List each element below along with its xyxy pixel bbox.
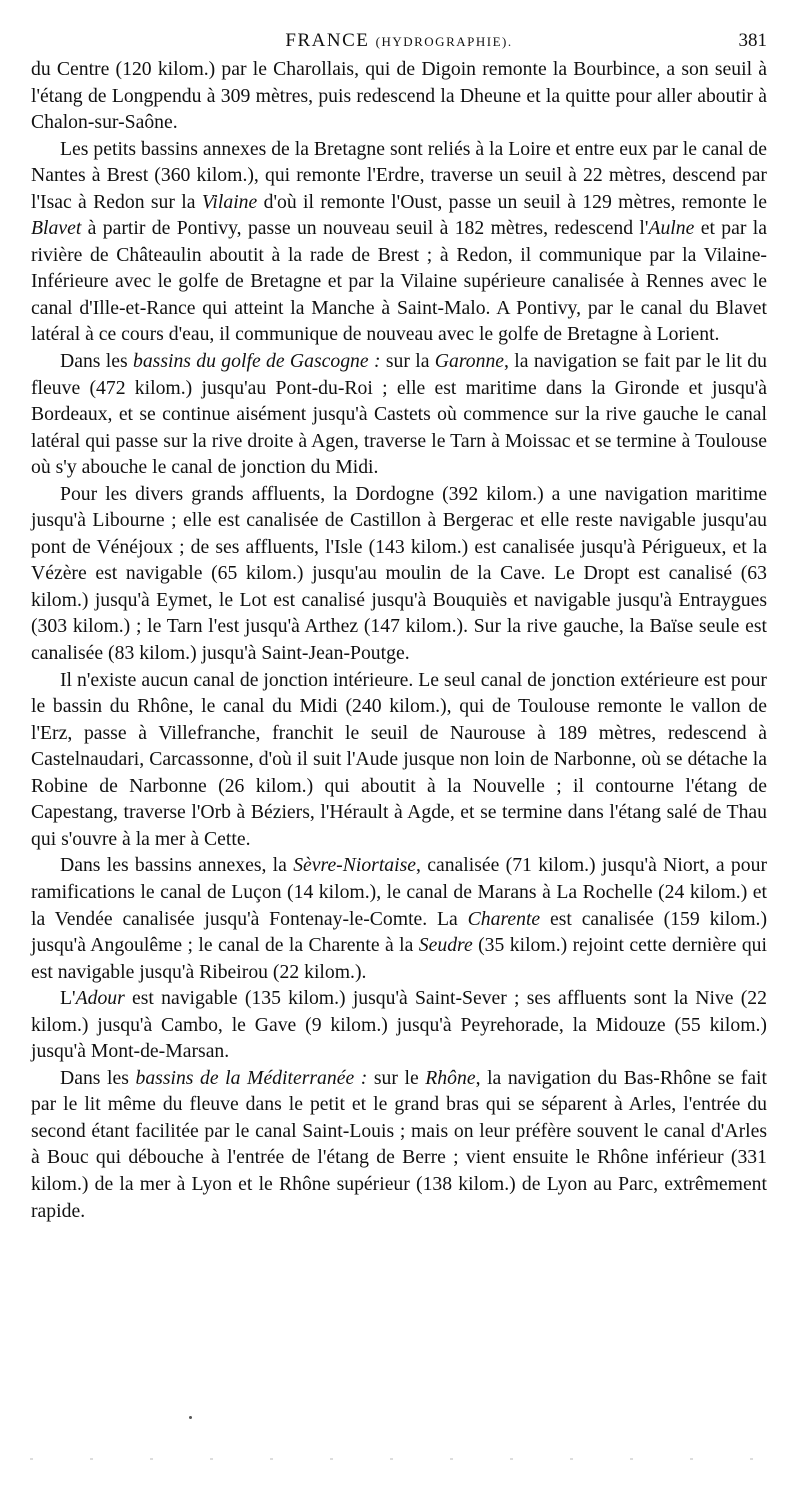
text-run: (35 kilom.) rejoint cette dernière qui est navigable jusqu'à Ribeirou (22 kilom.). — [31, 934, 767, 983]
paragraph — [31, 852, 767, 985]
text-run: à partir de Pontivy, passe un nouveau seuil à 182 mètres, redescend l' — [81, 217, 649, 240]
text-run: du Centre (120 kilom.) par le Charollais, qui de Digoin remonte la Bourbince, a son seuil à l'étang de Longpendu à 309 mètres, puis redescend la Dheune et la quitte pour aller aboutir à Chalon-sur-Saône. — [31, 58, 767, 134]
print-speck — [189, 1416, 192, 1419]
paragraph — [31, 56, 767, 136]
running-head-title: FRANCE — [285, 30, 370, 51]
paragraph — [31, 667, 767, 853]
italic-text: Sèvre-Niortaise — [293, 854, 417, 877]
text-run: Les petits bassins annexes de la Bretagne sont reliés à la Loire et entre eux par le canal de Nantes à Brest (360 kilom.), qui remonte l'Erdre, traverse un seuil à 22 mètres, descend par l'Isac à Redon sur la — [31, 137, 767, 213]
paragraph — [31, 348, 767, 481]
text-run: sur la — [380, 350, 435, 373]
paragraph — [31, 1065, 767, 1224]
paragraph — [31, 481, 767, 667]
italic-text: Garonne — [434, 350, 505, 373]
text-run: est navigable (135 kilom.) jusqu'à Saint-Sever ; ses affluents sont la Nive (22 kilom.) jusqu'à Cambo, le Gave (9 kilom.) jusqu'à Peyrehorade, la Midouze (55 kilom.) jusqu'à Mont-de-Marsan. — [31, 987, 767, 1063]
text-run: d'où il remonte l'Oust, passe un seuil à 129 mètres, remonte le — [257, 190, 767, 213]
text-run: L' — [60, 987, 76, 1010]
italic-text: bassins du golfe de Gascogne : — [132, 350, 381, 373]
italic-text: Vilaine — [201, 190, 258, 213]
text-run: Dans les — [60, 1066, 136, 1089]
text-run: sur le — [367, 1066, 426, 1089]
body-text — [31, 56, 767, 1224]
document-page — [31, 0, 767, 1224]
text-run: , la navigation du Bas-Rhône se fait par le lit même du fleuve dans le petit et le grand bras qui se séparent à Arles, l'entrée du second étant facilitée par le canal Saint-Louis ; mais on leur préfère souvent le canal d'Arles à Bouc qui débouche à l'entrée de l'étang de Berre ; vient ensuite le Rhône inférieur (331 kilom.) de la mer à Lyon et le Rhône supérieur (138 kilom.) de Lyon au Parc, extrêmement rapide. — [31, 1066, 767, 1222]
text-run: Dans les bassins annexes, la — [60, 854, 294, 877]
text-run: , la navigation se fait par le lit du fleuve (472 kilom.) jusqu'au Pont-du-Roi ; elle est maritime dans la Gironde et jusqu'à Bordeaux, et se continue aisément jusqu'à Castets où commence sur la rive gauche le canal latéral qui passe sur la rive droite à Agen, traverse le Tarn à Moissac et se termine à Toulouse où s'y abouche le canal de jonction du Midi. — [31, 350, 767, 479]
paragraph — [31, 985, 767, 1065]
italic-text: bassins de la Méditerranée : — [135, 1066, 368, 1089]
italic-text: Rhône — [425, 1066, 476, 1089]
text-run: Dans les — [60, 350, 133, 373]
running-head — [31, 30, 767, 52]
italic-text: Seudre — [418, 934, 473, 957]
page-number: 381 — [738, 30, 767, 51]
text-run: est canalisée (159 kilom.) jusqu'à Angoulême ; le canal de la Charente à la — [31, 907, 767, 957]
italic-text: Adour — [75, 987, 125, 1010]
italic-text: Blavet — [31, 217, 82, 240]
italic-text: Aulne — [648, 217, 695, 240]
text-run: et par la rivière de Châteaulin aboutit à la rade de Brest ; à Redon, il communique par la Vilaine-Inférieure avec le golfe de Bretagne et par la Vilaine supérieure canalisée à Rennes avec le canal d'Ille-et-Rance qui atteint la Manche à Saint-Malo. A Pontivy, par le canal du Blavet latéral à ce cours d'eau, il communique de nouveau avec le golfe de Bretagne à Lorient. — [31, 217, 767, 346]
footer-marks — [30, 1458, 770, 1460]
paragraph — [31, 136, 767, 348]
text-run: Il n'existe aucun canal de jonction intérieure. Le seul canal de jonction extérieure est pour le bassin du Rhône, le canal du Midi (240 kilom.), qui de Toulouse remonte le vallon de l'Erz, passe à Villefranche, franchit le seuil de Naurouse à 189 mètres, redescend à Castelnaudari, Carcassonne, d'où il suit l'Aude jusque non loin de Narbonne, où se détache la Robine de Narbonne (26 kilom.) qui aboutit à la Nouvelle ; il contourne l'étang de Capestang, traverse l'Orb à Béziers, l'Hérault à Agde, et se termine dans l'étang salé de Thau qui s'ouvre à la mer à Cette. — [31, 668, 767, 850]
text-run: , canalisée (71 kilom.) jusqu'à Niort, a pour ramifications le canal de Luçon (14 kilom.), le canal de Marans à La Rochelle (24 kilom.) et la Vendée canalisée jusqu'à Fontenay-le-Comte. La — [31, 854, 768, 930]
text-run: Pour les divers grands affluents, la Dordogne (392 kilom.) a une navigation maritime jusqu'à Libourne ; elle est canalisée de Castillon à Bergerac et elle reste navigable jusqu'au pont de Vénéjoux ; de ses affluents, l'Isle (143 kilom.) est canalisée jusqu'à Périgueux, et la Vézère est navigable (65 kilom.) jusqu'au moulin de la Cave. Le Dropt est canalisé (63 kilom.) jusqu'à Eymet, le Lot est canalisé jusqu'à Bouquiès et navigable jusqu'à Entraygues (303 kilom.) ; le Tarn l'est jusqu'à Arthez (147 kilom.). Sur la rive gauche, la Baïse seule est canalisée (83 kilom.) jusqu'à Saint-Jean-Poutge. — [31, 482, 767, 665]
italic-text: Charente — [467, 907, 541, 930]
running-head-subtitle: (HYDROGRAPHIE). — [375, 34, 513, 49]
page-header — [31, 0, 767, 56]
